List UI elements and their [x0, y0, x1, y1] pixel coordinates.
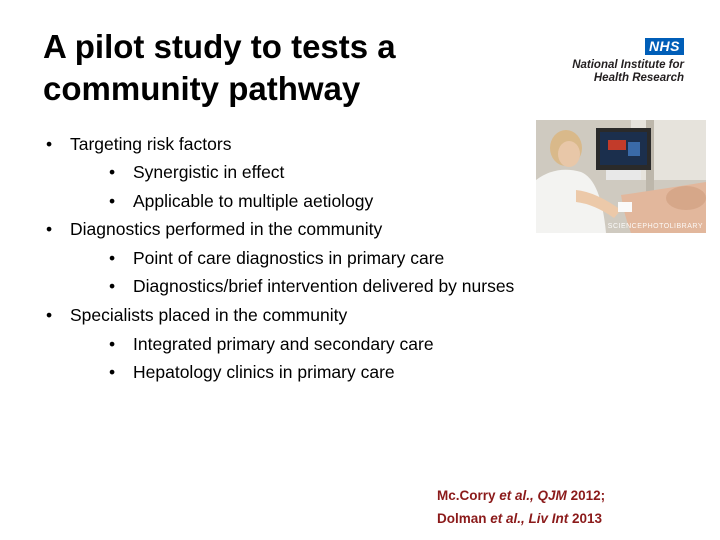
sub-bullet-item	[109, 361, 395, 383]
sub-bullet-item	[109, 190, 374, 212]
citation-year: 2013	[568, 511, 603, 526]
bullet-icon: •	[109, 276, 116, 296]
sub-bullet-text: Diagnostics/brief intervention delivered by nurses	[133, 276, 515, 296]
sub-bullet-item	[109, 161, 285, 183]
bullet-icon: •	[46, 219, 53, 239]
bullet-text: Specialists placed in the community	[70, 305, 348, 325]
nihr-logo	[545, 36, 690, 86]
sub-bullet-text: Integrated primary and secondary care	[133, 334, 434, 354]
sub-bullet-text: Hepatology clinics in primary care	[133, 362, 395, 382]
bullet-icon: •	[46, 305, 53, 325]
bullet-icon: •	[109, 191, 116, 211]
citation-journal: et al., Liv Int	[490, 511, 569, 526]
bullet-text: Targeting risk factors	[70, 134, 232, 154]
citation-year: 2012;	[566, 488, 606, 503]
bullet-item	[46, 218, 383, 240]
sub-bullet-item	[109, 275, 515, 297]
slide-title	[43, 26, 513, 110]
logo-line-2: Health Research	[593, 72, 684, 84]
bullet-item	[46, 304, 348, 326]
citation-line-1	[437, 484, 605, 507]
title-line-1: A pilot study to tests a	[43, 28, 396, 65]
citation-author: Dolman	[437, 511, 491, 526]
bullet-text: Diagnostics performed in the community	[70, 219, 383, 239]
sub-bullet-item	[109, 247, 445, 269]
sub-bullet-item	[109, 333, 434, 355]
title-line-2: community pathway	[43, 70, 361, 107]
sub-bullet-text: Synergistic in effect	[133, 162, 285, 182]
bullet-icon: •	[46, 134, 53, 154]
clinical-photo	[536, 120, 706, 233]
bullet-icon: •	[109, 362, 116, 382]
sub-bullet-text: Applicable to multiple aetiology	[133, 191, 374, 211]
citation	[437, 484, 605, 530]
photo-credit: SCIENCEPHOTOLIBRARY	[607, 223, 703, 230]
citation-line-2	[437, 507, 605, 530]
bullet-icon: •	[109, 334, 116, 354]
sub-bullet-text: Point of care diagnostics in primary care	[133, 248, 445, 268]
clinical-scan-photo-icon	[536, 120, 706, 233]
citation-author: Mc.Corry	[437, 488, 500, 503]
bullet-icon: •	[109, 248, 116, 268]
nhs-logo-icon: NHS	[645, 38, 684, 55]
logo-line-1: National Institute for	[572, 59, 684, 71]
bullet-icon: •	[109, 162, 116, 182]
bullet-item	[46, 133, 232, 155]
citation-journal: et al., QJM	[499, 488, 567, 503]
